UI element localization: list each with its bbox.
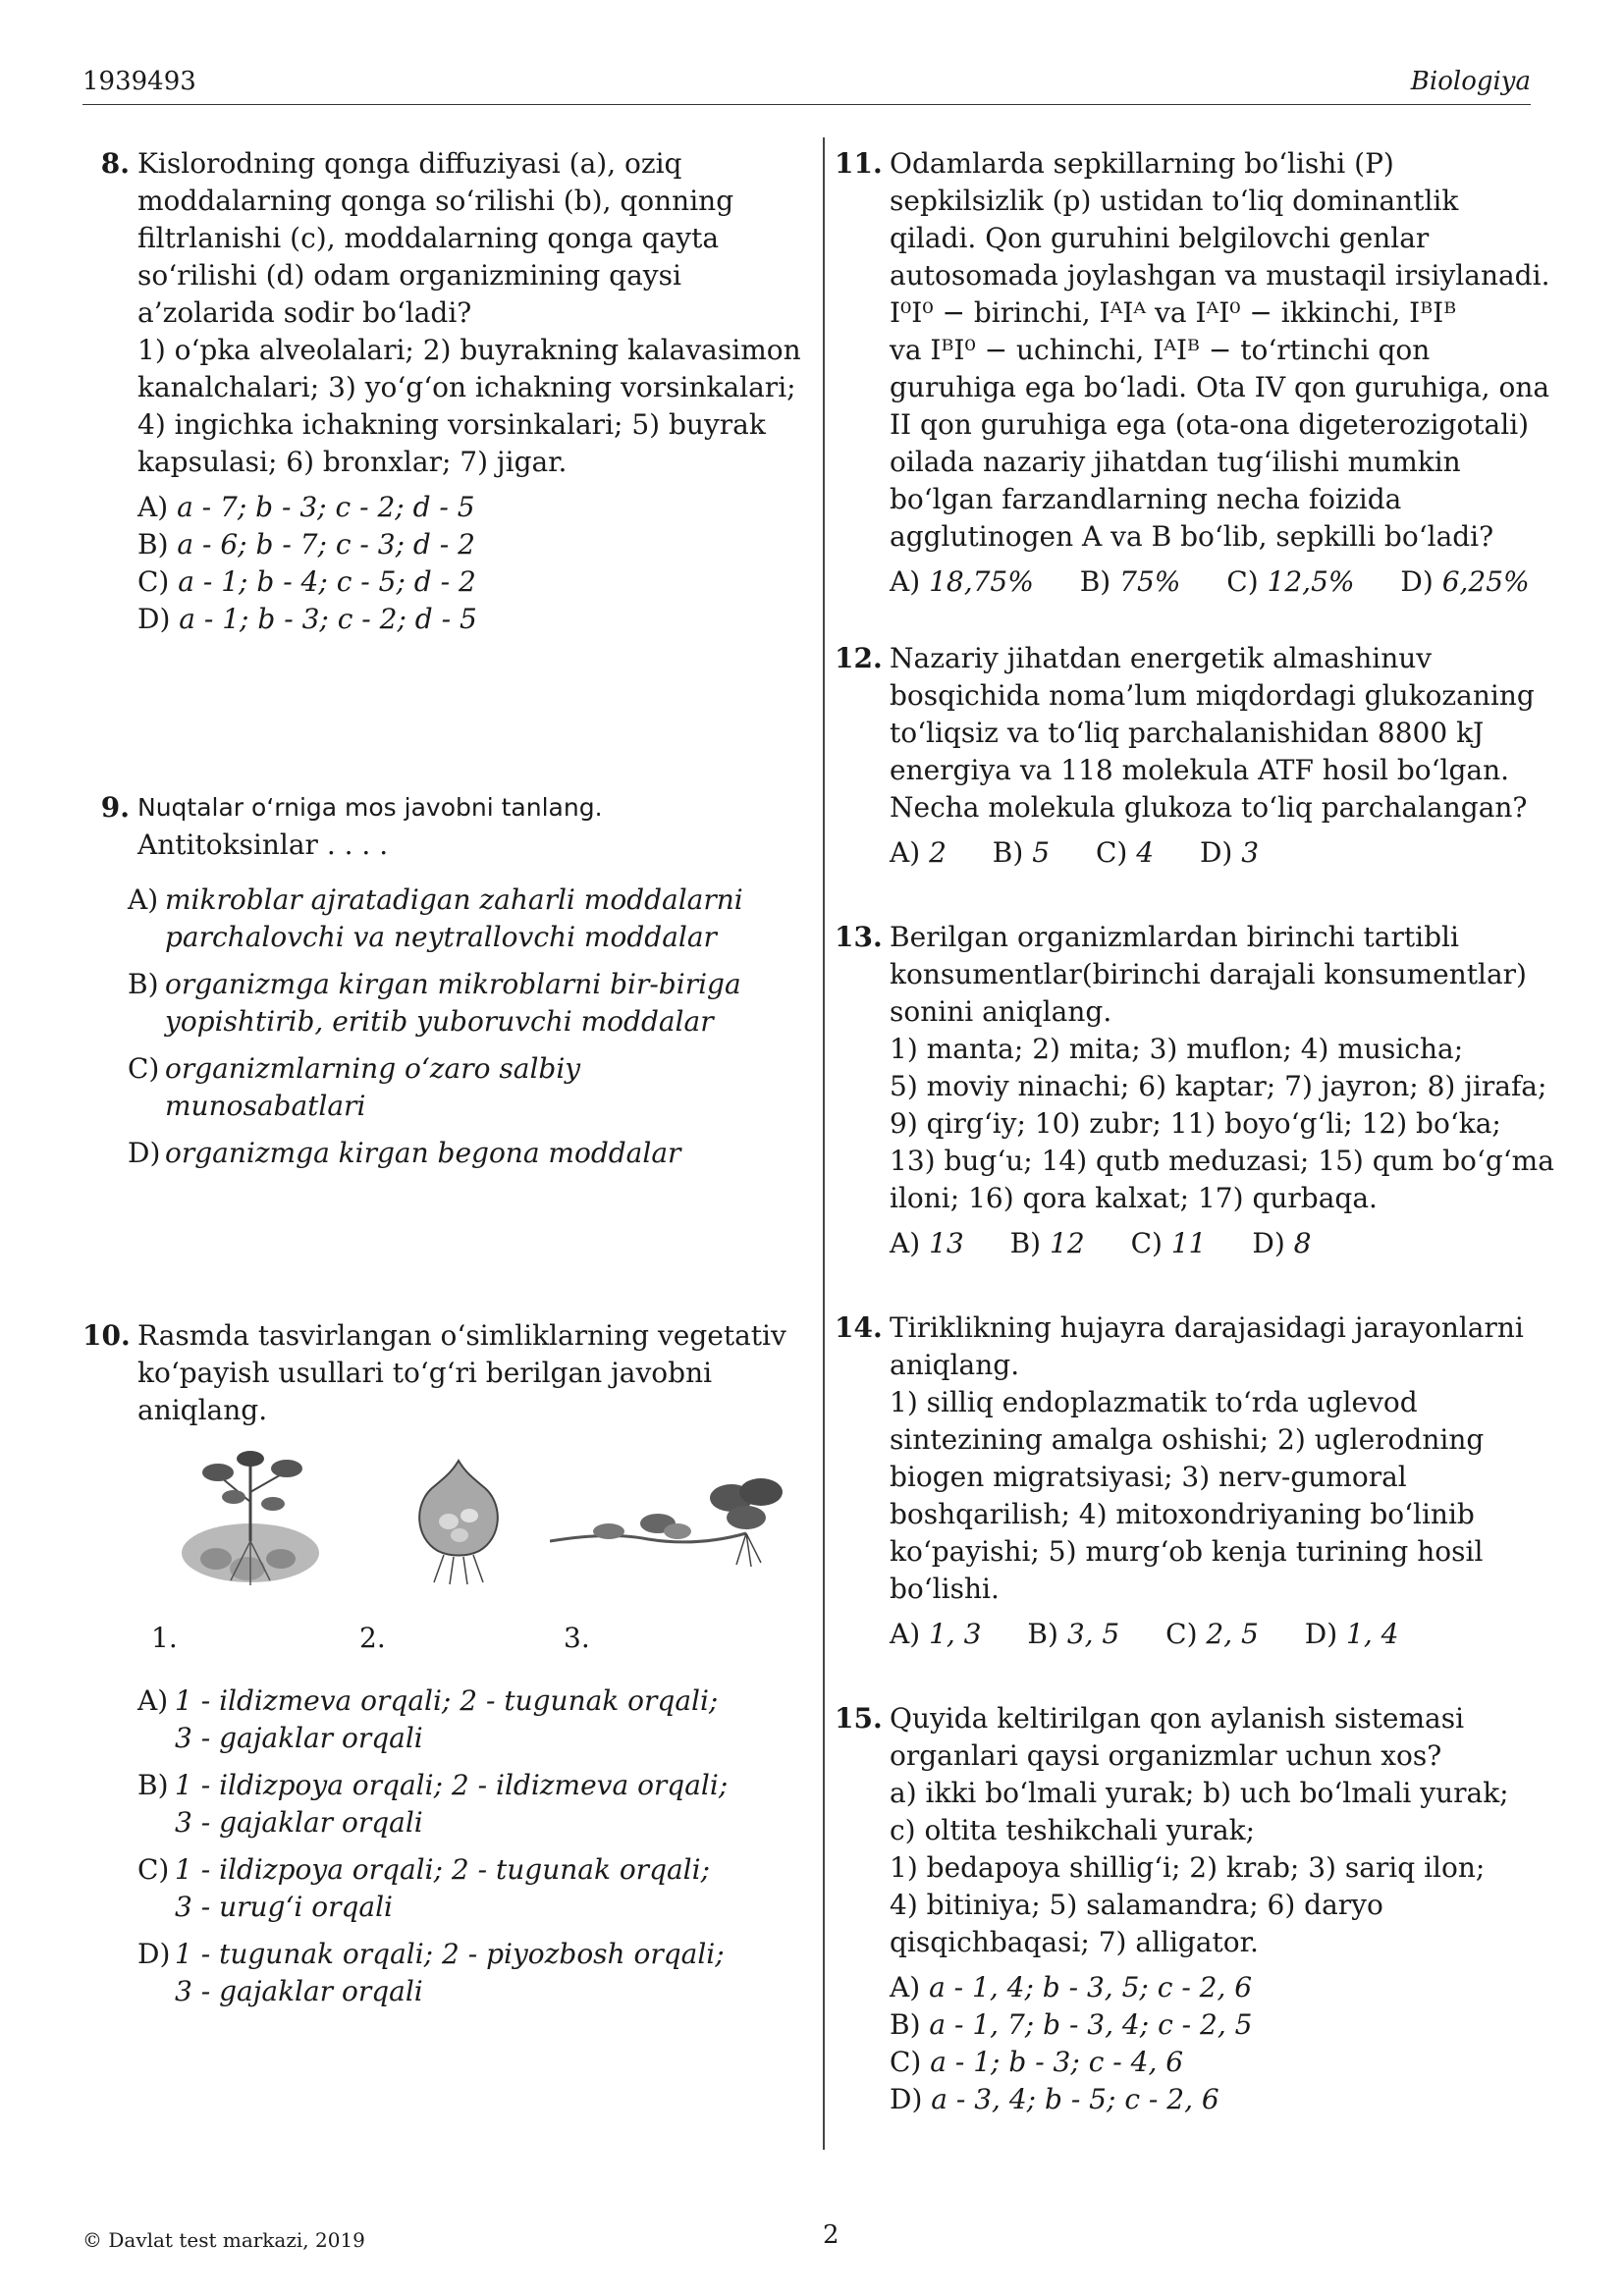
- question-text: 4) bitiniya; 5) salamandra; 6) daryo: [890, 1889, 1383, 1921]
- option-label: A): [890, 1227, 921, 1259]
- option-value: 3 - gajaklar orqali: [175, 1722, 423, 1754]
- question-10: [82, 1317, 786, 2010]
- option-label: C): [128, 1052, 160, 1085]
- question-text: a’zolarida sodir bo‘ladi?: [137, 296, 472, 329]
- strawberry-runner-icon: [550, 1463, 795, 1590]
- question-text: sintezining amalga oshishi; 2) uglerodning: [890, 1423, 1485, 1456]
- option-value: 3 - urug‘i orqali: [175, 1891, 393, 1923]
- question-text: 1) manta; 2) mita; 3) muflon; 4) musicha;: [890, 1033, 1464, 1065]
- answer-option-c[interactable]: [1131, 1227, 1207, 1259]
- option-label: A): [137, 491, 169, 523]
- question-15: [835, 1700, 1542, 2118]
- question-text: qisqichbaqasi; 7) alligator.: [890, 1926, 1259, 1958]
- figure-label: 1.: [151, 1622, 178, 1654]
- question-text: ko‘payishi; 5) murg‘ob kenja turining hosil: [890, 1535, 1484, 1568]
- answer-option-c[interactable]: [890, 2044, 1542, 2081]
- option-label: A): [137, 1684, 169, 1717]
- question-text: qiladi. Qon guruhini belgilovchi genlar: [890, 222, 1430, 254]
- answer-option-c[interactable]: [1226, 565, 1354, 598]
- question-text: 9) qirg‘iy; 10) zubr; 11) boyo‘g‘li; 12) bo‘ka;: [890, 1107, 1501, 1140]
- option-label: B): [992, 836, 1024, 869]
- question-number: 14.: [835, 1311, 883, 1344]
- answer-option-d[interactable]: [128, 1135, 770, 1172]
- answer-option-c[interactable]: [128, 1050, 770, 1125]
- option-value: 3 - gajaklar orqali: [175, 1975, 423, 2007]
- answer-option-a[interactable]: [890, 1969, 1542, 2006]
- question-9: [82, 789, 770, 1172]
- question-text: boshqarilish; 4) mitoxondriyaning bo‘linib: [890, 1498, 1475, 1530]
- question-number: 13.: [835, 921, 883, 953]
- option-value: 12,5%: [1267, 565, 1355, 598]
- option-value: 75%: [1119, 565, 1181, 598]
- option-label: A): [890, 836, 921, 869]
- answer-option-d[interactable]: [137, 1936, 770, 2010]
- question-text: agglutinogen A va B bo‘lib, sepkilli bo‘ladi?: [890, 520, 1494, 553]
- option-value: organizmga kirgan mikroblarni bir-biriga: [165, 968, 741, 1000]
- option-label: B): [1079, 565, 1111, 598]
- answer-option-a[interactable]: [137, 1682, 770, 1757]
- answer-option-c[interactable]: [1165, 1618, 1259, 1650]
- option-value: 1 - ildizpoya orqali; 2 - ildizmeva orqali;: [175, 1769, 729, 1801]
- question-number: 15.: [835, 1702, 883, 1735]
- option-value: mikroblar ajratadigan zaharli moddalarni: [165, 883, 743, 916]
- page-number: 2: [823, 2220, 839, 2250]
- question-number: 8.: [100, 147, 130, 180]
- question-text: Berilgan organizmlardan birinchi tartibli: [890, 921, 1459, 953]
- option-value: a - 6; b - 7; c - 3; d - 2: [177, 528, 475, 561]
- question-8: [82, 145, 801, 638]
- question-text: so‘rilishi (d) odam organizmining qaysi: [137, 259, 681, 292]
- copyright-note: © Davlat test markazi, 2019: [82, 2228, 365, 2252]
- answer-option-d[interactable]: [890, 2081, 1542, 2118]
- figure-label: 3.: [564, 1622, 590, 1654]
- answer-option-d[interactable]: [137, 601, 770, 638]
- question-text: autosomada joylashgan va mustaqil irsiylanadi.: [890, 259, 1550, 292]
- answer-option-a[interactable]: [890, 836, 947, 869]
- question-text: bo‘lishi.: [890, 1573, 1000, 1605]
- answer-option-c[interactable]: [137, 563, 770, 601]
- question-text: filtrlanishi (c), moddalarning qonga qayta: [137, 222, 720, 254]
- option-value: 3: [1241, 836, 1260, 869]
- option-label: B): [890, 2008, 921, 2041]
- option-value: yopishtirib, eritib yuboruvchi moddalar: [165, 1005, 714, 1038]
- option-value: 8: [1293, 1227, 1312, 1259]
- question-text: energiya va 118 molekula ATF hosil bo‘lgan.: [890, 754, 1510, 786]
- answer-option-b[interactable]: [137, 1767, 770, 1842]
- question-text: Tiriklikning hujayra darajasidagi jarayonlarni: [890, 1311, 1524, 1344]
- answer-option-b[interactable]: [890, 2006, 1542, 2044]
- option-label: B): [137, 528, 169, 561]
- option-value: 2: [929, 836, 947, 869]
- plant-figures: [137, 1443, 770, 1620]
- answer-option-a[interactable]: [128, 881, 770, 956]
- option-label: D): [137, 1938, 171, 1970]
- question-number: 9.: [100, 791, 130, 824]
- option-value: 18,75%: [929, 565, 1034, 598]
- option-label: D): [890, 2083, 923, 2115]
- question-text: aniqlang.: [137, 1394, 268, 1426]
- answer-option-a[interactable]: [137, 489, 770, 526]
- option-value: 1 - tugunak orqali; 2 - piyozbosh orqali;: [175, 1938, 725, 1970]
- potato-plant-icon: [177, 1443, 324, 1590]
- option-value: 3, 5: [1066, 1618, 1120, 1650]
- question-text: Kislorodning qonga diffuziyasi (a), oziq: [137, 147, 682, 180]
- option-label: D): [128, 1137, 161, 1169]
- answer-option-b[interactable]: [128, 966, 770, 1041]
- question-text: Rasmda tasvirlangan o‘simliklarning vegetativ: [137, 1319, 786, 1352]
- figure-labels: [137, 1620, 770, 1659]
- option-value: 5: [1032, 836, 1051, 869]
- question-text: kapsulasi; 6) bronxlar; 7) jigar.: [137, 446, 568, 478]
- question-text: oilada nazariy jihatdan tug‘ilishi mumkin: [890, 446, 1461, 478]
- option-value: organizmlarning o‘zaro salbiy munosabatlari: [165, 1052, 581, 1122]
- answer-option-a[interactable]: [890, 1618, 982, 1650]
- option-value: 2, 5: [1206, 1618, 1259, 1650]
- question-14: [835, 1309, 1542, 1653]
- option-value: a - 1; b - 3; c - 4, 6: [930, 2046, 1184, 2078]
- answer-option-d[interactable]: [1252, 1227, 1311, 1259]
- option-label: D): [1252, 1227, 1285, 1259]
- question-text: 1) bedapoya shillig‘i; 2) krab; 3) sariq ilon;: [890, 1851, 1486, 1884]
- question-13: [835, 919, 1554, 1262]
- question-text: a) ikki bo‘lmali yurak; b) uch bo‘lmali yurak;: [890, 1777, 1509, 1809]
- option-value: a - 1, 7; b - 3, 4; c - 2, 5: [929, 2008, 1253, 2041]
- answer-option-b[interactable]: [1027, 1618, 1119, 1650]
- option-value: a - 1, 4; b - 3, 5; c - 2, 6: [929, 1971, 1253, 2003]
- answer-option-d[interactable]: [1200, 836, 1259, 869]
- option-value: 12: [1050, 1227, 1085, 1259]
- option-label: B): [1027, 1618, 1058, 1650]
- option-value: 1, 4: [1346, 1618, 1399, 1650]
- question-text: Nuqtalar o‘rniga mos javobni tanlang.: [137, 793, 603, 822]
- answer-option-c[interactable]: [137, 1851, 770, 1926]
- question-text: Quyida keltirilgan qon aylanish sistemasi: [890, 1702, 1465, 1735]
- answer-option-a[interactable]: [890, 565, 1034, 598]
- option-label: C): [890, 2046, 922, 2078]
- question-12: [835, 640, 1542, 872]
- option-label: D): [137, 603, 171, 635]
- option-label: B): [128, 968, 159, 1000]
- option-label: C): [137, 1853, 170, 1886]
- question-text: Necha molekula glukoza to‘liq parchalangan?: [890, 791, 1528, 824]
- option-value: 6,25%: [1441, 565, 1530, 598]
- option-label: D): [1304, 1618, 1338, 1650]
- option-label: C): [1130, 1227, 1163, 1259]
- question-text: 5) moviy ninachi; 6) kaptar; 7) jayron; 8) jirafa;: [890, 1070, 1547, 1102]
- question-number: 10.: [82, 1319, 131, 1352]
- option-label: A): [890, 1618, 921, 1650]
- question-text: konsumentlar(birinchi darajali konsumentlar): [890, 958, 1527, 990]
- question-text: aniqlang.: [890, 1349, 1020, 1381]
- answer-option-b[interactable]: [1080, 565, 1181, 598]
- option-value: 1, 3: [929, 1618, 982, 1650]
- answer-option-a[interactable]: [890, 1227, 964, 1259]
- question-text: organlari qaysi organizmlar uchun xos?: [890, 1739, 1442, 1772]
- question-text: Nazariy jihatdan energetik almashinuv: [890, 642, 1433, 674]
- answer-option-c[interactable]: [1096, 836, 1154, 869]
- option-value: 4: [1136, 836, 1155, 869]
- question-text: guruhiga ega bo‘ladi. Ota IV qon guruhiga, ona: [890, 371, 1550, 403]
- option-label: D): [1199, 836, 1233, 869]
- answer-option-d[interactable]: [1305, 1618, 1399, 1650]
- answer-option-b[interactable]: [993, 836, 1050, 869]
- question-number: 12.: [835, 642, 883, 674]
- option-value: a - 1; b - 3; c - 2; d - 5: [179, 603, 477, 635]
- question-text: bosqichida noma’lum miqdordagi glukozaning: [890, 679, 1535, 712]
- option-value: parchalovchi va neytrallovchi moddalar: [165, 921, 717, 953]
- subject-title: Biologiya: [1410, 67, 1531, 96]
- bulb-icon: [405, 1453, 513, 1590]
- exam-code: 1939493: [82, 67, 196, 96]
- option-value: 13: [929, 1227, 964, 1259]
- figure-label: 2.: [359, 1622, 386, 1654]
- option-label: C): [137, 565, 170, 598]
- question-text: iloni; 16) qora kalxat; 17) qurbaqa.: [890, 1182, 1378, 1214]
- option-value: 1 - ildizmeva orqali; 2 - tugunak orqali;: [175, 1684, 719, 1717]
- option-label: C): [1226, 565, 1259, 598]
- option-value: a - 7; b - 3; c - 2; d - 5: [177, 491, 475, 523]
- question-text: sonini aniqlang.: [890, 995, 1112, 1028]
- option-value: a - 1; b - 4; c - 5; d - 2: [178, 565, 476, 598]
- header-divider: [82, 104, 1531, 105]
- question-text: 1) o‘pka alveolalari; 2) buyrakning kalavasimon: [137, 334, 801, 366]
- question-text: I⁰I⁰ − birinchi, IᴬIᴬ va IᴬI⁰ − ikkinchi, IᴮIᴮ: [890, 296, 1457, 329]
- option-label: D): [1400, 565, 1434, 598]
- question-text: c) oltita teshikchali yurak;: [890, 1814, 1256, 1846]
- question-text: 1) silliq endoplazmatik to‘rda uglevod: [890, 1386, 1418, 1418]
- question-text: 4) ingichka ichakning vorsinkalari; 5) buyrak: [137, 408, 766, 441]
- option-label: A): [128, 883, 159, 916]
- option-value: 3 - gajaklar orqali: [175, 1806, 423, 1839]
- option-label: A): [890, 565, 921, 598]
- option-value: organizmga kirgan begona moddalar: [165, 1137, 681, 1169]
- question-text: 13) bug‘u; 14) qutb meduzasi; 15) qum bo‘g‘ma: [890, 1145, 1554, 1177]
- question-text: II qon guruhiga ega (ota-ona digeterozigotali): [890, 408, 1530, 441]
- answer-option-b[interactable]: [137, 526, 770, 563]
- question-text: sepkilsizlik (p) ustidan to‘liq dominantlik: [890, 185, 1459, 217]
- option-label: A): [890, 1971, 921, 2003]
- column-divider: [823, 137, 825, 2150]
- answer-option-d[interactable]: [1400, 565, 1529, 598]
- question-text: Antitoksinlar . . . .: [137, 828, 389, 861]
- question-11: [835, 145, 1550, 601]
- answer-option-b[interactable]: [1010, 1227, 1085, 1259]
- option-value: a - 3, 4; b - 5; c - 2, 6: [931, 2083, 1219, 2115]
- question-text: Odamlarda sepkillarning bo‘lishi (P): [890, 147, 1394, 180]
- question-text: bo‘lgan farzandlarning necha foizida: [890, 483, 1402, 515]
- option-value: 11: [1170, 1227, 1207, 1259]
- question-text: kanalchalari; 3) yo‘g‘on ichakning vorsinkalari;: [137, 371, 796, 403]
- question-text: to‘liqsiz va to‘liq parchalanishidan 8800 kJ: [890, 717, 1485, 749]
- option-label: B): [137, 1769, 169, 1801]
- option-label: C): [1165, 1618, 1198, 1650]
- question-number: 11.: [835, 147, 883, 180]
- option-value: 1 - ildizpoya orqali; 2 - tugunak orqali;: [175, 1853, 711, 1886]
- question-text: biogen migratsiyasi; 3) nerv-gumoral: [890, 1461, 1407, 1493]
- question-text: moddalarning qonga so‘rilishi (b), qonning: [137, 185, 734, 217]
- question-text: va IᴮI⁰ − uchinchi, IᴬIᴮ − to‘rtinchi qon: [890, 334, 1431, 366]
- option-label: B): [1009, 1227, 1042, 1259]
- option-label: C): [1095, 836, 1128, 869]
- question-text: ko‘payish usullari to‘g‘ri berilgan javobni: [137, 1357, 713, 1389]
